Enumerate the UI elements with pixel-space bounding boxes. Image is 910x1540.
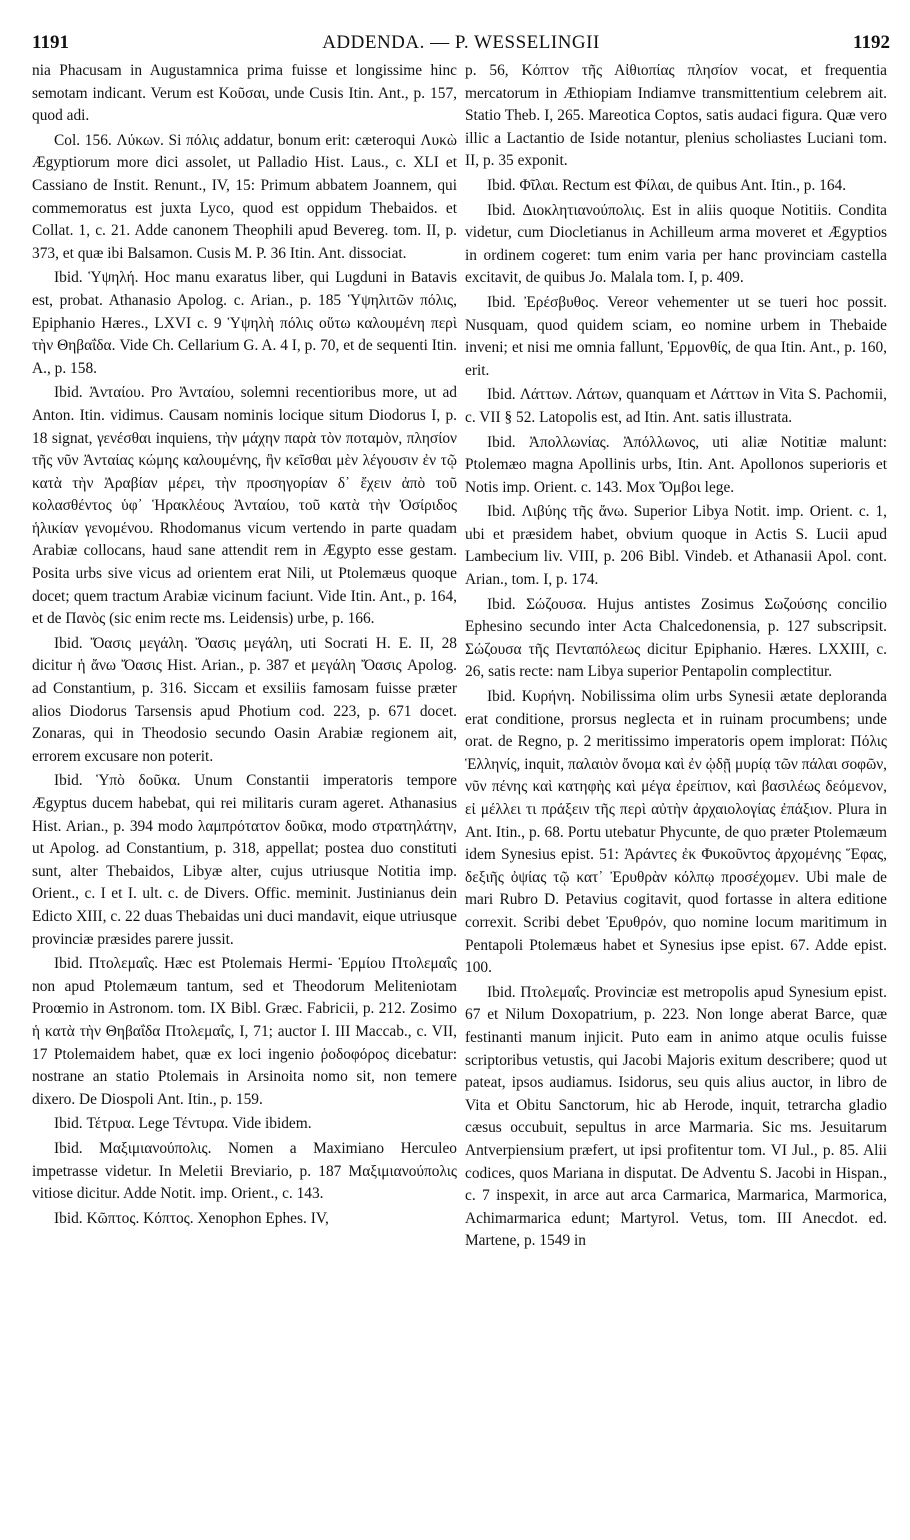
paragraph: Ibid. Ὄασις μεγάλη. Ὄασις μεγάλη, uti Socrati H. E. II, 28 dicitur ἡ ἄνω Ὄασις Hist. Arian., p. 387 et μεγάλη Ὄασις Apolog. ad Constantium, p. 316. Siccam et exsiliis famosam fuisse præter alios Diodorus Tarsensis apud Photium cod. 223, p. 671 docet. Zonaras, qui in Theodosio secundo Oasin Arabiæ regionem ait, errorem excusare non poterit. [32,634,457,765]
right-column [465,60,887,1530]
paragraph: Ibid. Ἀπολλωνίας. Ἀπόλλωνος, uti aliæ Notitiæ malunt: Ptolemæo magna Apollinis urbs, Itin. Ant. Apollonos superioris et Notis imp. Orient. c. 143. Mox Ὄμβοι lege. [465,433,887,496]
page-number-right: 1192 [853,32,890,53]
left-column [32,60,457,1530]
paragraph: Ibid. Διοκλητιανούπολις. Est in aliis quoque Notitiis. Condita videtur, cum Diocletianus in Achilleum arma moveret et Ægyptios in ordinem cogeret: tum enim varia per hanc provinciam castella excitavit, de quibus Jo. Malala tom. I, p. 409. [465,201,887,287]
paragraph: Ibid. Πτολεμαΐς. Hæc est Ptolemais Hermi- Ἑρμίου Πτολεμαΐς non apud Ptolemæum tantum, sed et Theodorum Meliteniotam Proœmio in Astronom. tom. IX Bibl. Græc. Fabricii, p. 212. Zosimo ἡ κατὰ τὴν Θηβαΐδα Πτολεμαΐς, I, 71; auctor I. III Maccab., c. VII, 17 Ptolemaidem habet, quæ ex loci ingenio ῥοδοφόρος dicebatur: nostrane an statio Ptolemais in Arsinoita nomo sit, non temere dixero. De Diospoli Ant. Itin., p. 159. [32,955,457,1108]
paragraph: Ibid. Μαξιμιανούπολις. Nomen a Maximiano Herculeo impetrasse videtur. In Meletii Breviario, p. 187 Μαξιμιανούπολις vitiose dicitur. Adde Notit. imp. Orient., c. 143. [32,1139,457,1203]
paragraph: Ibid. Λιβύης τῆς ἄνω. Superior Libya Notit. imp. Orient. c. 1, ubi et præsidem habet, obvium quoque in Actis S. Lucii apud Lambecium liv. VIII, p. 206 Bibl. Vindeb. et Athanasii Apol. cont. Arian., tom. I, p. 174. [465,503,887,589]
page-number-left: 1191 [32,32,69,53]
paragraph: Ibid. Ἐρέσβυθος. Vereor vehementer ut se tueri hoc possit. Nusquam, quod quidem sciam, eo nomine urbem in Thebaide inveni; et nisi me omnia fallunt, Ἑρμονθίς, de qua Itin. Ant., p. 160, erit. [465,293,887,379]
paragraph: Ibid. Τέτρυα. Lege Τέντυρα. Vide ibidem. [54,1115,312,1133]
paragraph: Ibid. Κῶπτος. Κόπτος. Xenophon Ephes. IV, [54,1209,329,1227]
running-title: ADDENDA. — P. WESSELINGII [322,32,600,53]
paragraph: Ibid. Λάττων. Λάτων, quanquam et Λάττων in Vita S. Pachomii, c. VII § 52. Latopolis est, ad Itin. Ant. satis illustrata. [465,386,887,426]
paragraph: Ibid. Σώζουσα. Hujus antistes Zosimus Σωζούσης concilio Ephesino secundo inter Acta Chalcedonensia, p. 127 subscripsit. Σώζουσα τῆς Πενταπόλεως dicitur Epiphanio. Hæres. LXXIII, c. 26, satis recte: nam Libya superior Pentapolin complectitur. [465,595,887,681]
paragraph: nia Phacusam in Augustamnica prima fuisse et longissime hinc semotam indicant. Verum est Κοῦσαι, unde Cusis Itin. Ant., p. 157, quod adi. [32,62,457,125]
paragraph: Ibid. Ἀνταίου. Pro Ἀνταίου, solemni recentioribus more, ut ad Anton. Itin. vidimus. Causam nominis locique situm Diodorus I, p. 18 signat, γενέσθαι inquiens, τὴν μάχην παρὰ τὸν ποταμὸν, πλησίον τῆς νῦν Ἀνταίας κώμης καλουμένης, ἣν κεῖσθαι μὲν λέγουσιν ἐν τῷ κατὰ τὴν Ἀραβίαν μέρει, τὴν προσηγορίαν δ᾽ ἔχειν ἀπὸ τοῦ κολασθέντος ὑφ᾽ Ἡρακλέους Ἀνταίου, τοῦ κατὰ τὴν Ὀσίριδος ἡλικίαν γενομένου. Rhodomanus vicum vertendo in parte quadam Arabiæ collocans, haud sane attendit rem in Ægypto esse gestam. Posita urbs sive vicus ad orientem erat Nili, ut Ptolemæus quoque docet; quem tractum Arabiæ vicinum faciunt. Vide Itin. Ant., p. 164, et de Πανὸς (sic enim recte ms. Leidensis) urbe, p. 166. [32,384,457,628]
paragraph: Ibid. Πτολεμαΐς. Provinciæ est metropolis apud Synesium epist. 67 et Nilum Doxopatrium, p. 223. Non longe aberat Barce, quæ festinanti manum injicit. Puto eam in animo atque oculis fuisse scriptoribus vetustis, qui Jacobi Majoris exitum describere; quod ut pateat, ipsos audiamus. Isidorus, seu quis alius auctor, in libro de Vita et Obitu Sanctorum, hic ab Herode, inquit, tetrarcha gladio cæsus occubuit, sepultus in arce Marmaria. Sic ms. Jesuitarum Antverpiensium præfert, ut ipsi profitentur tom. VI Jul., p. 85. Alii codices, quos Mariana in disputat. De Adventu S. Jacobi in Hispan., c. 7 inspexit, in arce aut arca Carmarica, Marmarica, Marmorica, Achimarmarica edunt; Martyrol. Vetus, tom. III Anecdot. ed. Martene, p. 1549 in [465,983,887,1250]
paragraph: Ibid. Κυρήνη. Nobilissima olim urbs Synesii ætate deploranda erat conditione, prorsus neglecta et in ruinam procumbens; unde orat. de Regno, p. 2 meritissimo imperatoris opem implorat: Πόλις Ἑλληνίς, inquit, παλαιὸν ὄνομα καὶ ἐν ᾠδῇ μυρίᾳ τῶν πάλαι σοφῶν, νῦν πένης καὶ κατηφὴς καὶ μέγα ἐρείπιον, καὶ βασιλέως δεόμενον, εἰ μέλλει τι πράξειν τῆς περὶ αὐτὴν ἀρχαιολογίας ἐπάξιον. Plura in Ant. Itin., p. 68. Portu utebatur Phycunte, de quo præter Ptolemæum idem Synesius epist. 51: Ἀράντες ἐκ Φυκοῦντος ἀρχομένης Ἕφας, δεξιῆς ὀψίας τῷ κατ᾽ Ἐρυθρὰν κόλπῳ προσέχομεν. Ubi male de mari Rubro D. Petavius cogitavit, quod fortasse in altera editione correxit. Scribi debet Ἐρυθρόν, quo nomine locum maritimum in Pentapoli Ptolemæus habet et Synesius ipse epist. 67. Adde epist. 100. [465,688,887,977]
running-header [32,32,890,58]
paragraph: p. 56, Κόπτον τῆς Αἰθιοπίας πλησίον vocat, et frequentia mercatorum in Æthiopiam Indiamve transmittentium celebrem ait. Statio Theb. I, 265. Mareotica Coptos, satis audaci figura. Quæ vero illic a Lactantio de Iside notantur, plenius scholiastes Luciani tom. II, p. 35 exponit. [465,62,887,170]
paragraph: Col. 156. Λύκων. Si πόλις addatur, bonum erit: cæteroqui Λυκὼ Ægyptiorum more dici assolet, ut Palladio Hist. Laus., c. XLI et Cassiano de Instit. Renunt., IV, 15: Primum abbatem Joannem, qui commemoratus est juxta Lyco, quod est oppidum Thebaidos. et Collat. 1, c. 21. Adde canonem Theophili apud Bevereg. tom. II, p. 373, et quæ ibi Balsamon. Cusis M. P. 36 Itin. Ant. dissociat. [32,131,457,262]
paragraph: Ibid. Ὑψηλή. Hoc manu exaratus liber, qui Lugduni in Batavis est, probat. Athanasio Apolog. c. Arian., p. 185 Ὑψηλιτῶν πόλις, Epiphanio Hæres., LXVI c. 9 Ὑψηλὴ πόλις οὕτω καλουμένη περὶ τὴν Θηβαΐδα. Vide Ch. Cellarium G. A. 4 I, p. 70, et de sequenti Itin. A., p. 158. [32,269,457,377]
paragraph: Ibid. Φῖλαι. Rectum est Φίλαι, de quibus Ant. Itin., p. 164. [487,176,847,194]
paragraph: Ibid. Ὑπὸ δοῦκα. Unum Constantii imperatoris tempore Ægyptus ducem habebat, qui rei militaris curam ageret. Athanasius Hist. Arian., p. 394 modo λαμπρότατον δοῦκα, modo στρατηλάτην, ut Apolog. ad Constantium, p. 318, appellat; postea duo constituti sunt, alter Thebaidos, Libyæ alter, cujus utriusque Notitia imp. Orient., c. I et I. ult. c. de Divers. Offic. meminit. Justinianus dein Edicto XIII, c. 22 duas Thebaidas uni duci mandavit, eique utriusque provinciæ præsides parere jussit. [32,772,457,948]
